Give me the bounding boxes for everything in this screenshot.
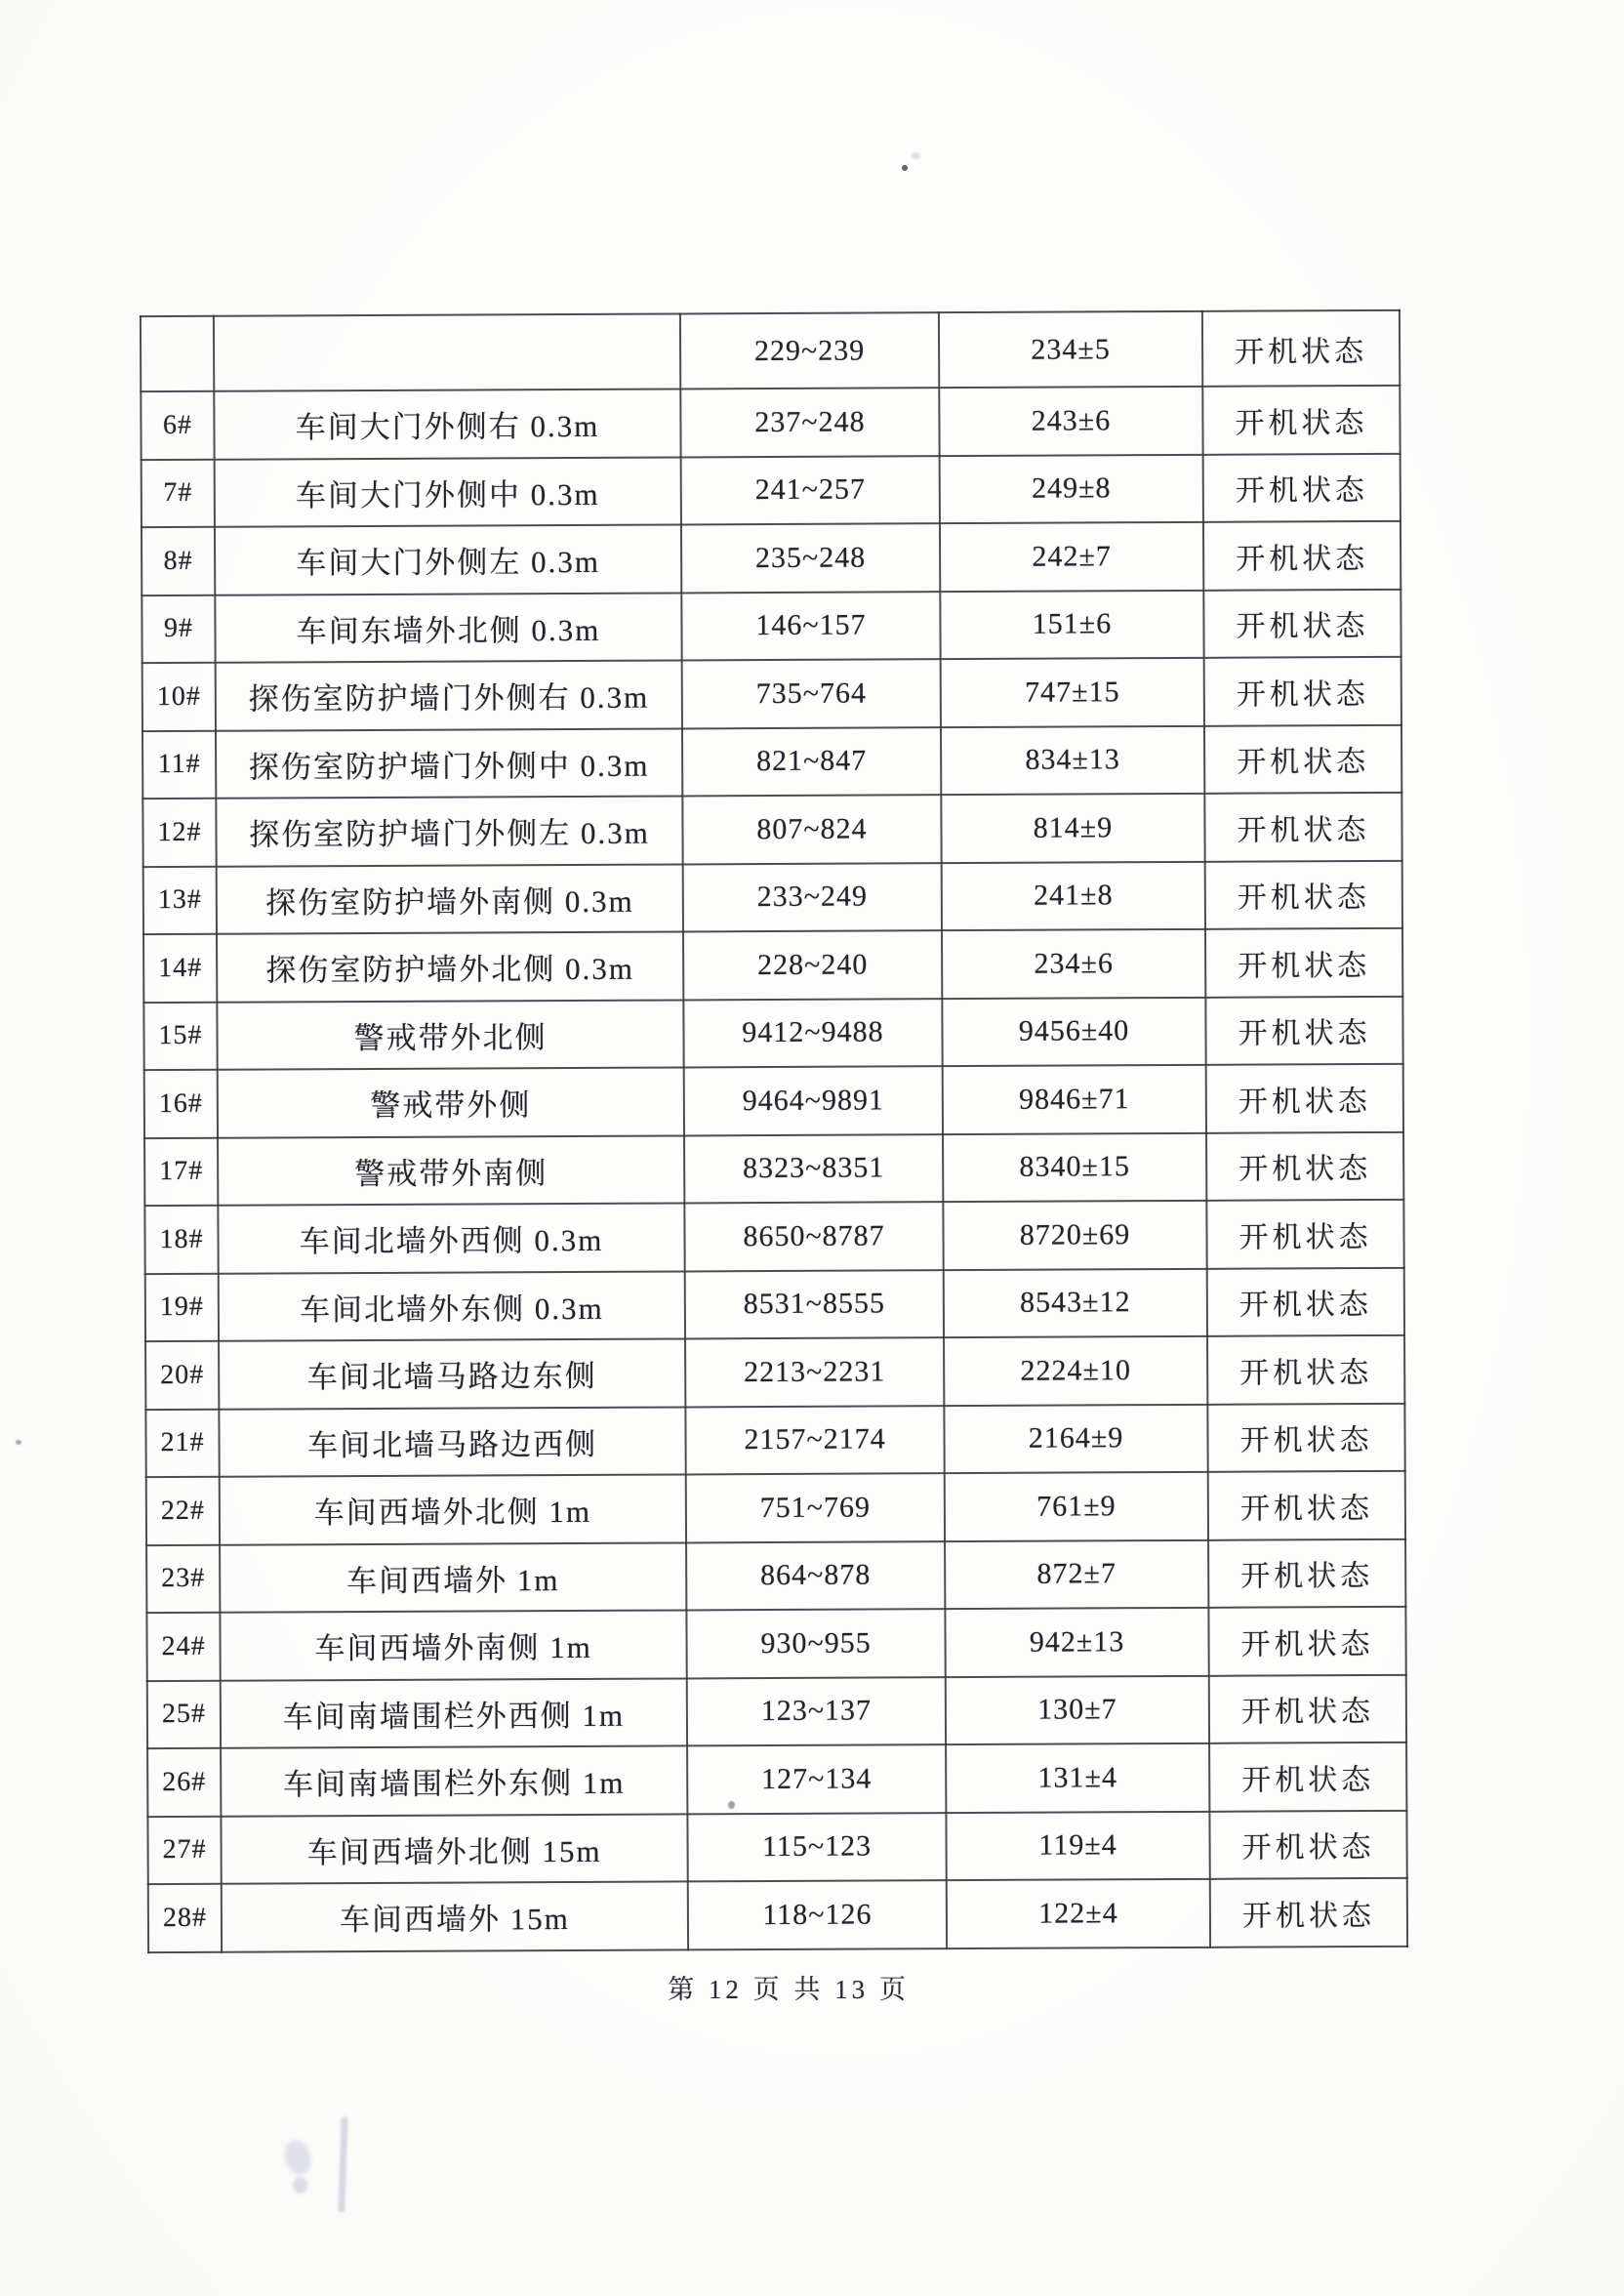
cell-range: 127~134 <box>687 1744 946 1814</box>
cell-range: 241~257 <box>681 456 940 525</box>
cell-location: 探伤室防护墙门外侧中 0.3m <box>216 728 682 799</box>
table-row <box>141 386 1400 460</box>
cell-status: 开机状态 <box>1204 793 1401 861</box>
cell-mean: 130±7 <box>946 1675 1209 1744</box>
cell-range: 229~239 <box>680 312 939 389</box>
cell-point-id: 15# <box>143 1002 217 1070</box>
table-row <box>146 1538 1405 1613</box>
cell-status: 开机状态 <box>1206 1131 1403 1200</box>
cell-location: 探伤室防护墙门外侧左 0.3m <box>216 796 682 866</box>
cell-range: 237~248 <box>680 388 939 457</box>
cell-mean: 249±8 <box>940 454 1203 523</box>
cell-range: 8531~8555 <box>685 1270 944 1339</box>
cell-status: 开机状态 <box>1207 1403 1404 1471</box>
cell-point-id: 13# <box>143 866 217 934</box>
cell-location: 车间大门外侧右 0.3m <box>214 389 680 459</box>
ink-smudge <box>338 2116 347 2212</box>
cell-range: 9464~9891 <box>684 1066 943 1135</box>
cell-location: 车间西墙外南侧 1m <box>220 1610 686 1680</box>
cell-status: 开机状态 <box>1205 996 1402 1064</box>
cell-mean: 8543±12 <box>944 1268 1207 1337</box>
cell-point-id: 11# <box>142 730 216 799</box>
cell-status: 开机状态 <box>1209 1810 1406 1878</box>
cell-mean: 872±7 <box>945 1539 1208 1609</box>
cell-status: 开机状态 <box>1207 1335 1404 1404</box>
table-row <box>145 1335 1404 1410</box>
table-row <box>148 1878 1407 1952</box>
cell-point-id: 9# <box>142 594 215 663</box>
cell-mean: 2164±9 <box>944 1404 1207 1473</box>
cell-range: 9412~9488 <box>683 999 942 1068</box>
cell-status: 开机状态 <box>1203 453 1401 521</box>
cell-point-id: 8# <box>142 527 215 595</box>
cell-mean: 122±4 <box>947 1879 1210 1948</box>
cell-mean: 241±8 <box>942 861 1205 930</box>
table-row <box>144 1064 1403 1138</box>
cell-range: 807~824 <box>682 795 941 864</box>
cell-range: 8323~8351 <box>684 1134 943 1204</box>
cell-point-id: 25# <box>147 1680 221 1748</box>
cell-mean: 9846±71 <box>943 1065 1206 1134</box>
cell-point-id: 23# <box>146 1544 220 1613</box>
cell-location: 车间北墙马路边东侧 <box>219 1338 685 1409</box>
cell-mean: 234±5 <box>939 311 1202 388</box>
table-row <box>147 1810 1406 1884</box>
cell-point-id: 19# <box>145 1273 219 1341</box>
cell-status: 开机状态 <box>1202 310 1400 387</box>
cell-location <box>214 313 680 390</box>
table-row <box>142 724 1401 799</box>
cell-mean: 9456±40 <box>942 997 1205 1066</box>
table-row <box>147 1742 1406 1817</box>
cell-mean: 747±15 <box>941 658 1204 727</box>
cell-location: 车间大门外侧中 0.3m <box>215 457 681 527</box>
table-row <box>141 310 1400 391</box>
measurement-table-body <box>141 310 1407 1952</box>
cell-mean: 119±4 <box>946 1811 1209 1880</box>
cell-range: 8650~8787 <box>684 1202 943 1271</box>
cell-range: 235~248 <box>681 523 940 593</box>
cell-status: 开机状态 <box>1202 386 1400 454</box>
cell-location: 车间北墙马路边西侧 <box>219 1407 685 1477</box>
cell-status: 开机状态 <box>1205 860 1402 928</box>
cell-location: 警戒带外北侧 <box>217 1000 683 1070</box>
cell-range: 123~137 <box>687 1677 946 1746</box>
table-row <box>142 657 1401 731</box>
cell-location: 车间北墙外东侧 0.3m <box>219 1271 685 1341</box>
cell-status: 开机状态 <box>1203 521 1401 590</box>
cell-point-id <box>141 316 214 391</box>
measurement-table <box>140 309 1408 1953</box>
table-row <box>146 1471 1405 1545</box>
table-row <box>142 793 1401 867</box>
cell-range: 735~764 <box>682 659 941 728</box>
cell-point-id: 26# <box>147 1748 221 1817</box>
cell-point-id: 22# <box>146 1477 220 1545</box>
cell-mean: 8720±69 <box>943 1201 1206 1270</box>
cell-status: 开机状态 <box>1206 1064 1403 1132</box>
cell-status: 开机状态 <box>1208 1471 1405 1539</box>
cell-point-id: 17# <box>144 1137 218 1206</box>
cell-location: 车间大门外侧左 0.3m <box>215 524 681 594</box>
page-footer: 第 12 页 共 13 页 <box>668 1975 910 2004</box>
cell-mean: 942±13 <box>945 1608 1208 1677</box>
table-row <box>144 1200 1403 1274</box>
cell-range: 930~955 <box>686 1609 945 1678</box>
cell-point-id: 28# <box>148 1884 222 1952</box>
cell-range: 233~249 <box>683 863 942 932</box>
cell-status: 开机状态 <box>1204 657 1401 725</box>
cell-range: 751~769 <box>686 1473 945 1542</box>
cell-status: 开机状态 <box>1203 589 1401 657</box>
cell-point-id: 16# <box>144 1070 218 1138</box>
table-row <box>142 453 1401 527</box>
cell-status: 开机状态 <box>1208 1607 1405 1675</box>
table-row <box>142 521 1401 595</box>
table-row <box>143 928 1402 1003</box>
cell-location: 探伤室防护墙外南侧 0.3m <box>217 864 683 934</box>
cell-point-id: 6# <box>141 391 214 460</box>
cell-range: 2213~2231 <box>685 1337 944 1407</box>
cell-location: 车间西墙外 1m <box>220 1542 686 1613</box>
cell-location: 车间北墙外西侧 0.3m <box>218 1203 684 1273</box>
cell-location: 车间西墙外北侧 15m <box>221 1814 687 1884</box>
cell-status: 开机状态 <box>1206 1200 1403 1268</box>
cell-mean: 814±9 <box>941 794 1204 863</box>
cell-location: 车间南墙围栏外东侧 1m <box>221 1745 687 1816</box>
cell-status: 开机状态 <box>1210 1878 1407 1947</box>
cell-range: 821~847 <box>682 727 941 797</box>
cell-mean: 131±4 <box>946 1743 1209 1813</box>
cell-location: 警戒带外南侧 <box>218 1135 684 1206</box>
scan-speck <box>912 152 920 159</box>
cell-mean: 2224±10 <box>944 1336 1207 1406</box>
ink-smudge <box>280 2137 315 2178</box>
cell-range: 228~240 <box>683 930 942 1000</box>
cell-location: 车间西墙外北侧 1m <box>220 1474 686 1544</box>
cell-location: 警戒带外侧 <box>218 1067 684 1137</box>
cell-point-id: 21# <box>145 1409 219 1477</box>
table-row <box>143 860 1402 934</box>
cell-point-id: 10# <box>142 663 216 731</box>
cell-point-id: 18# <box>144 1206 218 1274</box>
table-row <box>146 1607 1405 1681</box>
cell-mean: 242±7 <box>940 522 1203 592</box>
cell-mean: 761±9 <box>945 1472 1208 1541</box>
cell-location: 探伤室防护墙门外侧右 0.3m <box>216 660 682 730</box>
cell-mean: 151±6 <box>940 590 1203 659</box>
table-row <box>142 589 1401 663</box>
cell-point-id: 27# <box>147 1816 221 1884</box>
scan-speck <box>16 1440 21 1445</box>
cell-mean: 234±6 <box>942 929 1205 999</box>
cell-point-id: 20# <box>145 1341 219 1410</box>
cell-location: 探伤室防护墙外北侧 0.3m <box>217 931 683 1002</box>
cell-range: 146~157 <box>681 592 940 661</box>
cell-point-id: 14# <box>143 934 217 1003</box>
table-row <box>143 996 1402 1070</box>
cell-location: 车间南墙围栏外西侧 1m <box>221 1678 687 1748</box>
cell-range: 2157~2174 <box>685 1406 944 1475</box>
scan-speck <box>902 165 908 171</box>
cell-point-id: 12# <box>142 799 216 867</box>
cell-mean: 834±13 <box>941 725 1204 795</box>
table-row <box>145 1267 1404 1341</box>
ink-smudge <box>293 2177 307 2194</box>
cell-mean: 243±6 <box>939 387 1202 456</box>
cell-status: 开机状态 <box>1204 724 1401 793</box>
cell-range: 118~126 <box>688 1880 947 1949</box>
cell-status: 开机状态 <box>1209 1674 1406 1742</box>
table-row <box>144 1131 1403 1206</box>
cell-point-id: 7# <box>142 459 215 527</box>
cell-location: 车间西墙外 15m <box>222 1881 688 1951</box>
table-row <box>145 1403 1404 1477</box>
cell-status: 开机状态 <box>1208 1538 1405 1607</box>
cell-status: 开机状态 <box>1209 1742 1406 1811</box>
table-row <box>147 1674 1406 1748</box>
cell-location: 车间东墙外北侧 0.3m <box>215 593 681 663</box>
cell-range: 864~878 <box>686 1541 945 1611</box>
cell-status: 开机状态 <box>1207 1267 1404 1335</box>
cell-status: 开机状态 <box>1205 928 1402 997</box>
cell-point-id: 24# <box>146 1613 220 1681</box>
cell-range: 115~123 <box>687 1813 946 1882</box>
cell-mean: 8340±15 <box>943 1132 1206 1202</box>
